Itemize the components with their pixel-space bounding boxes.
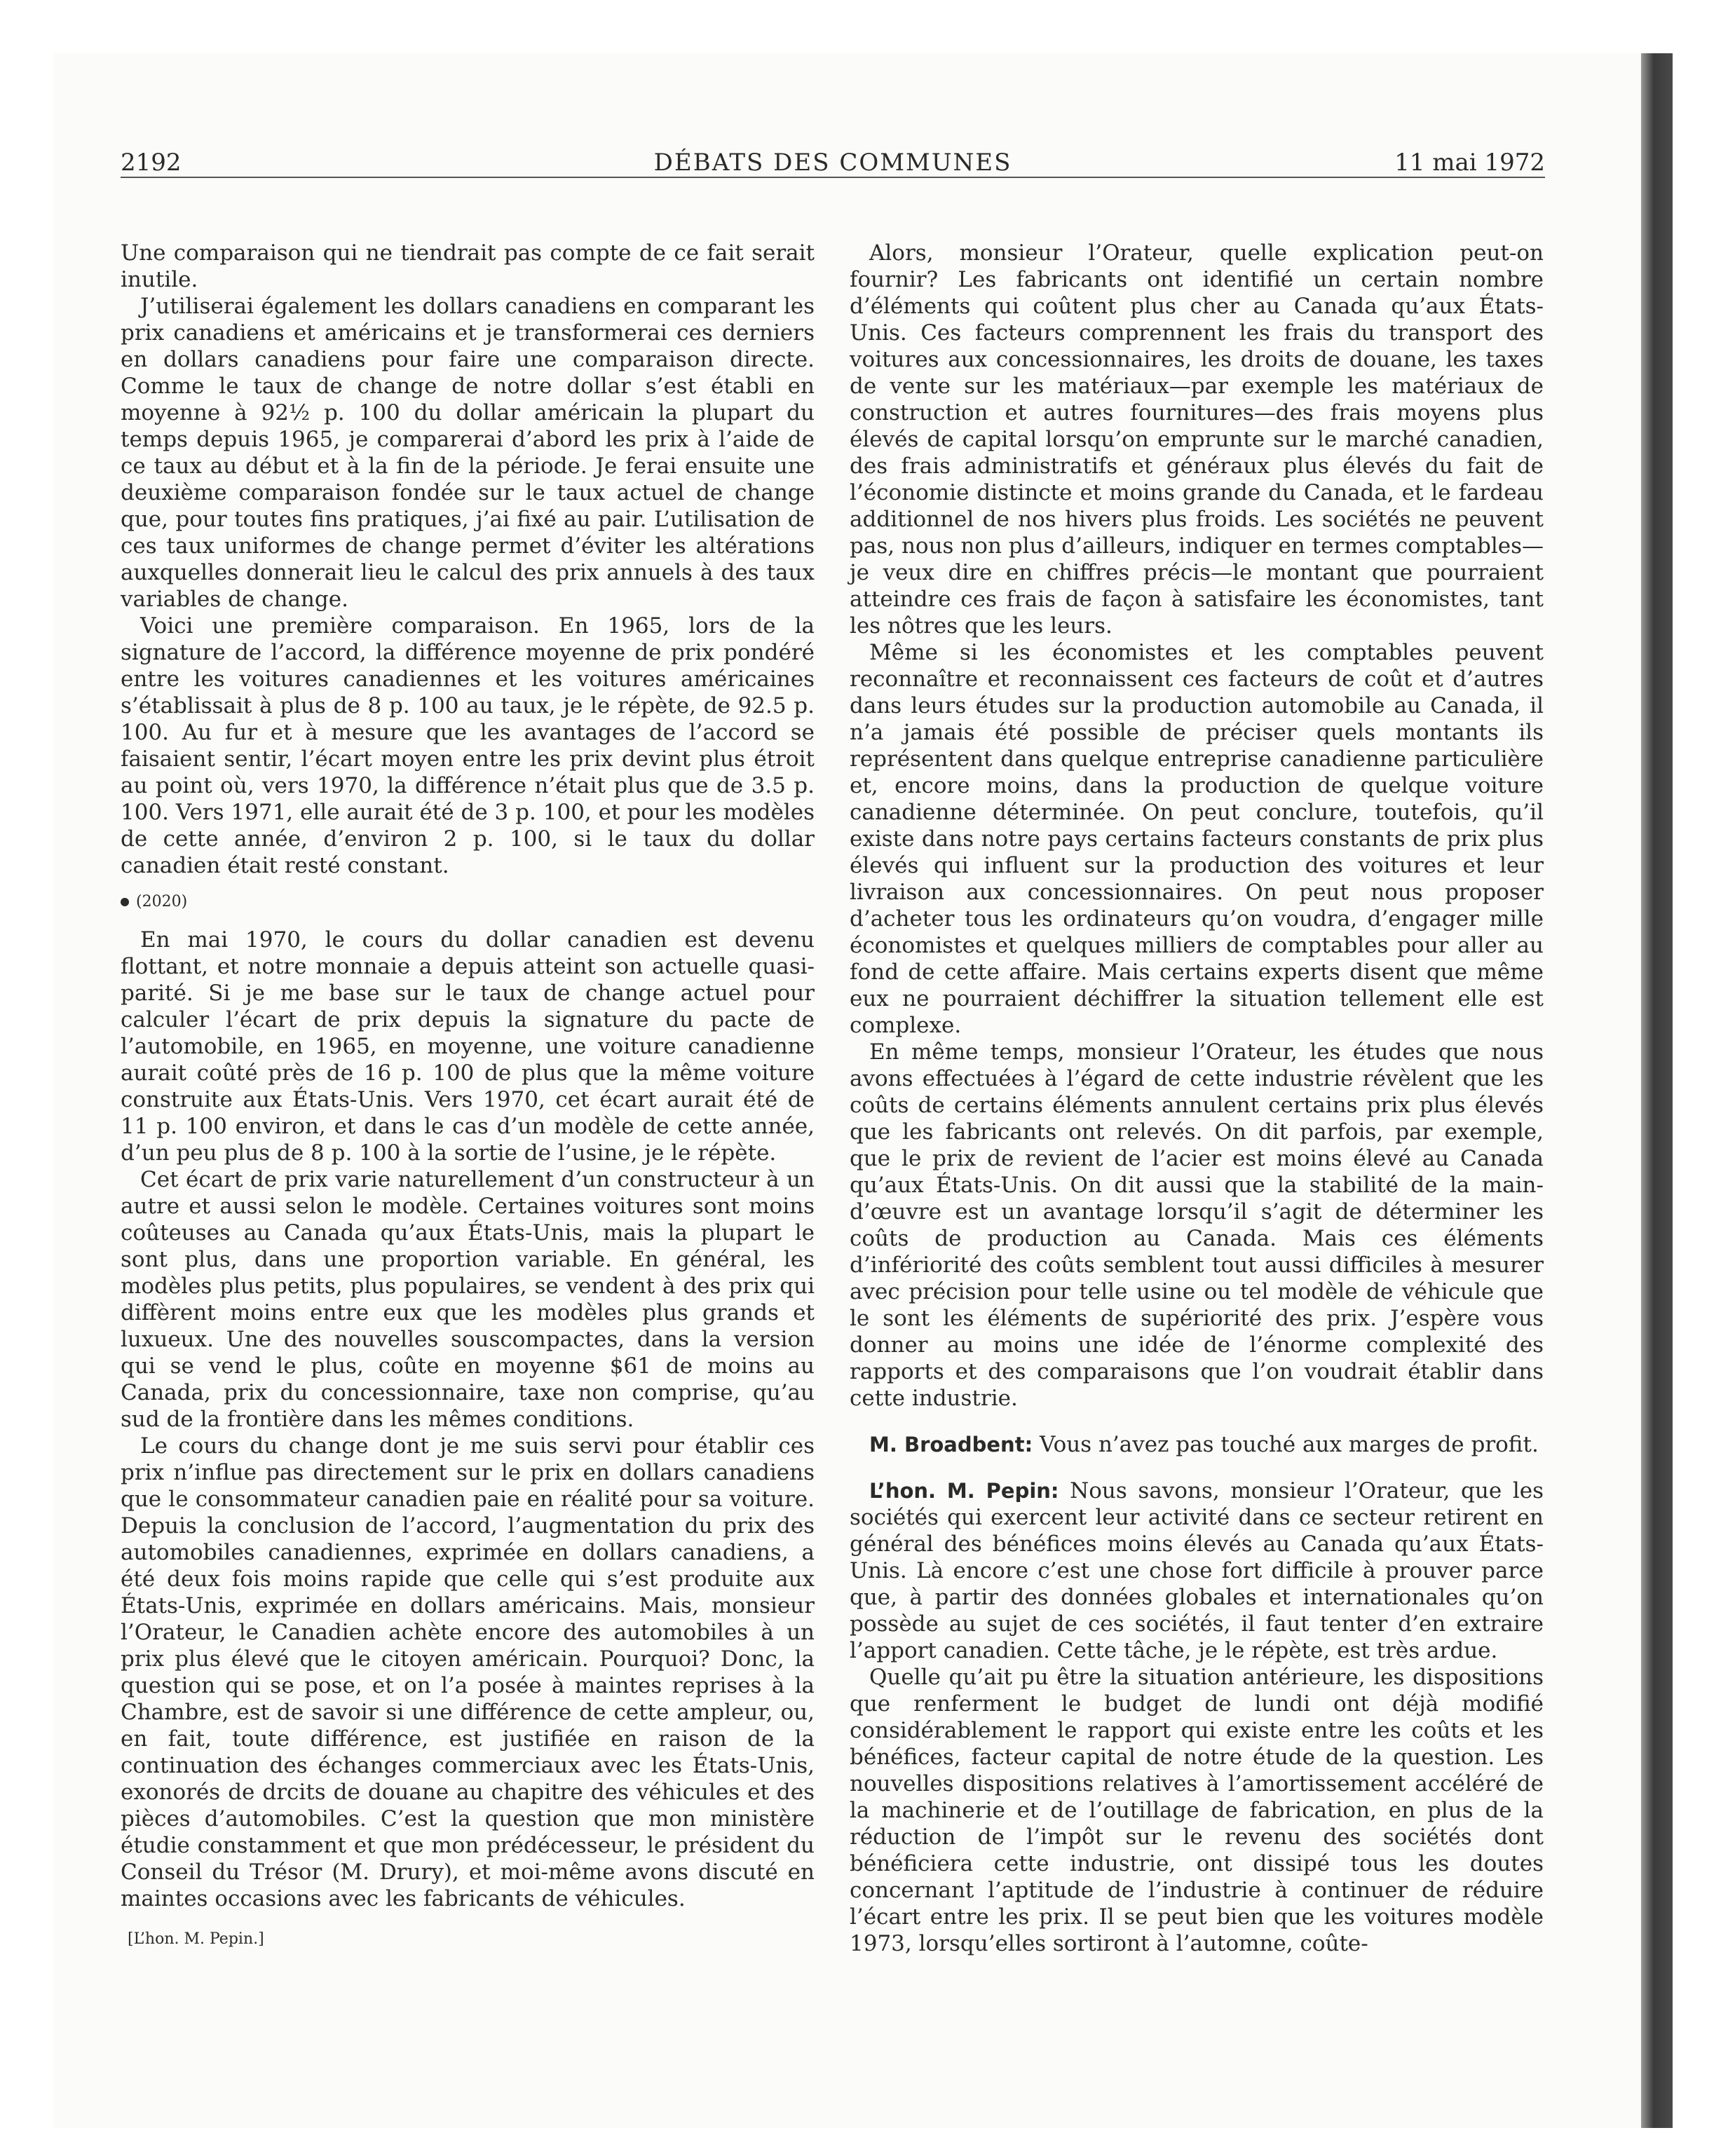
paragraph: Voici une première comparaison. En 1965, lors de la signature de l’accord, la différence moyenne de prix pondéré entre les voitures canadiennes et les voitures américaines s’établissait à plus de 8 p. 100 au taux, je le répète, de 92.5 p. 100. Au fur et à mesure que les avantages de l’accord se faisaient sentir, l’écart moyen entre les prix devint plus étroit au point où, vers 1970, la différence n’était plus que de 3.5 p. 100. Vers 1971, elle aurait été de 3 p. 100, et pour les modèles de cette année, d’environ 2 p. 100, si le taux du dollar canadien était resté constant. (121, 613, 815, 878)
speaker-paragraph (850, 1431, 1544, 1458)
speaker-paragraph (850, 1478, 1544, 1664)
publication-title: DÉBATS DES COMMUNES (653, 149, 1012, 177)
left-column (121, 240, 815, 1949)
paragraph: Une comparaison qui ne tiendrait pas compte de ce fait serait inutile. (121, 240, 815, 292)
right-column (850, 240, 1544, 1957)
page-number: 2192 (121, 149, 182, 177)
paragraph: Alors, monsieur l’Orateur, quelle explication peut-on fournir? Les fabricants ont identifié un certain nombre d’éléments qui coûtent plus cher au Canada qu’aux États-Unis. Ces facteurs comprennent les frais du transport des voitures aux concessionnaires, les droits de douane, les taxes de vente sur les matériaux—par exemple les matériaux de construction et autres fournitures—des frais moyens plus élevés de capital lorsqu’on emprunte sur le marché canadien, des frais administratifs et généraux plus élevés du fait de l’économie distincte et moins grande du Canada, et le fardeau additionnel de nos hivers plus froids. Les sociétés ne peuvent pas, nous non plus d’ailleurs, indiquer en termes comptables—je veux dire en chiffres précis—le montant que pourraient atteindre ces frais de façon à satisfaire les économistes, tant les nôtres que les leurs. (850, 240, 1544, 639)
paragraph: J’utiliserai également les dollars canadiens en comparant les prix canadiens et américains et je transformerai ces derniers en dollars canadiens pour faire une comparaison directe. Comme le taux de change de notre dollar s’est établi en moyenne à 92½ p. 100 du dollar américain la plupart du temps depuis 1965, je comparerai d’abord les prix à l’aide de ce taux au début et à la fin de la période. Je ferai ensuite une deuxième comparaison fondée sur le taux actuel de change que, pour toutes fins pratiques, j’ai fixé au pair. L’utilisation de ces taux uniformes de change permet d’éviter les altérations auxquelles donnerait lieu le calcul des prix annuels à des taux variables de change. (121, 294, 815, 612)
speech-text: Vous n’avez pas touché aux marges de profit. (1033, 1432, 1539, 1457)
paragraph: En même temps, monsieur l’Orateur, les études que nous avons effectuées à l’égard de cette industrie révèlent que les coûts de certains éléments annulent certains prix plus élevés que les fabricants ont relevés. On dit parfois, par exemple, que le prix de revient de l’acier est moins élevé au Canada qu’aux États-Unis. On dit aussi que la stabilité de la main-d’œuvre est un avantage lorsqu’il s’agit de déterminer les coûts de production au Canada. Mais ces éléments d’infériorité des coûts semblent tout aussi difficiles à mesurer avec précision pour telle usine ou tel modèle de véhicule que le sont les éléments de supériorité des prix. J’espère vous donner au moins une idée de l’énorme complexité des rapports et des comparaisons que l’on voudrait établir dans cette industrie. (850, 1039, 1544, 1411)
bullet-icon (121, 898, 129, 906)
speaker-name: M. Broadbent: (869, 1433, 1033, 1456)
paragraph: Le cours du change dont je me suis servi pour établir ces prix n’influe pas directement sur le prix en dollars canadiens que le consommateur canadien paie en réalité pour sa voiture. Depuis la conclusion de l’accord, l’augmentation du prix des automobiles canadiennes, exprimée en dollars canadiens, a été deux fois moins rapide que celle qui s’est produite aux États-Unis, exprimée en dollars américains. Mais, monsieur l’Orateur, le Canadien achète encore des automobiles à un prix plus élevé que le citoyen américain. Pourquoi? Donc, la question qui se pose, et on l’a posée à maintes reprises à la Chambre, est de savoir si une différence de cette ampleur, ou, en fait, toute différence, est justifiée en raison de la continuation des échanges commerciaux avec les États-Unis, exonorés de drcits de douane au chapitre des véhicules et des pièces d’automobiles. C’est la question que mon ministère étudie constamment et que mon prédécesseur, le président du Conseil du Trésor (M. Drury), et moi-même avons discuté en maintes occasions avec les fabricants de véhicules. (121, 1433, 815, 1911)
paragraph: Cet écart de prix varie naturellement d’un constructeur à un autre et aussi selon le modèle. Certaines voitures sont moins coûteuses au Canada qu’aux États-Unis, mais la plupart le sont plus, dans une proportion variable. En général, les modèles plus petits, plus populaires, se vendent à des prix qui diffèrent moins entre eux que les modèles plus grands et luxueux. Une des nouvelles souscompactes, dans la version qui se vend le plus, coûte en moyenne $61 de moins au Canada, prix du concessionnaire, taxe non comprise, qu’au sud de la frontière dans les mêmes conditions. (121, 1167, 815, 1432)
speaker-name: L’hon. M. Pepin: (869, 1479, 1059, 1503)
running-header (121, 149, 1545, 178)
paragraph: Quelle qu’ait pu être la situation antérieure, les dispositions que renferment le budget de lundi ont déjà modifié considérablement le rapport qui existe entre les coûts et les bénéfices, facteur capital de notre étude de la question. Les nouvelles dispositions relatives à l’amortissement accéléré de la machinerie et de l’outillage de fabrication, en plus de la réduction de l’impôt sur le revenu des sociétés dont bénéficiera cette industrie, ont dissipé tous les doutes concernant l’aptitude de l’industrie à continuer de réduire l’écart entre les prix. Il se peut bien que les voitures modèle 1973, lorsqu’elles sortiront à l’automne, coûte- (850, 1665, 1544, 1956)
book-binding-edge (1641, 53, 1673, 2128)
speaker-attribution: [L’hon. M. Pepin.] (128, 1930, 264, 1948)
session-date: 11 mai 1972 (1394, 149, 1545, 177)
paragraph: En mai 1970, le cours du dollar canadien est devenu flottant, et notre monnaie a depuis atteint son actuelle quasi-parité. Si je me base sur le taux de change actuel pour calculer l’écart de prix depuis la signature du pacte de l’automobile, en 1965, en moyenne, une voiture canadienne aurait coûté près de 16 p. 100 de plus que la même voiture construite aux États-Unis. Vers 1970, cet écart aurait été de 11 p. 100 environ, et dans le cas d’un modèle de cette année, d’un peu plus de 8 p. 100 à la sortie de l’usine, je le répète. (121, 927, 815, 1166)
paragraph: Même si les économistes et les comptables peuvent reconnaître et reconnaissent ces facteurs de coût et d’autres dans leurs études sur la production automobile au Canada, il n’a jamais été possible de préciser quels montants ils représentent dans quelque entreprise canadienne particulière et, encore moins, dans la production de quelque voiture canadienne déterminée. On peut conclure, toutefois, qu’il existe dans notre pays certains facteurs constants de prix plus élevés qui influent sur la production des voitures et leur livraison aux concessionnaires. On peut nous proposer d’acheter tous les ordinateurs qu’on voudra, d’engager mille économistes et quelques milliers de comptables pour aller au fond de cette affaire. Mais certains experts disent que même eux ne pourraient déchiffrer la situation tellement elle est complexe. (850, 640, 1544, 1038)
time-marker (121, 893, 815, 911)
time-marker-label: (2020) (136, 893, 188, 910)
speech-text: Nous savons, monsieur l’Orateur, que les sociétés qui exercent leur activité dans ce secteur retirent en général des bénéfices moins élevés au Canada qu’aux États-Unis. Là encore c’est une chose fort difficile à prouver parce que, à partir des données globales et internationales qu’on possède au sujet de ces sociétés, il faut tenter d’en extraire l’apport canadien. Cette tâche, je le répète, est très ardue. (850, 1478, 1544, 1663)
